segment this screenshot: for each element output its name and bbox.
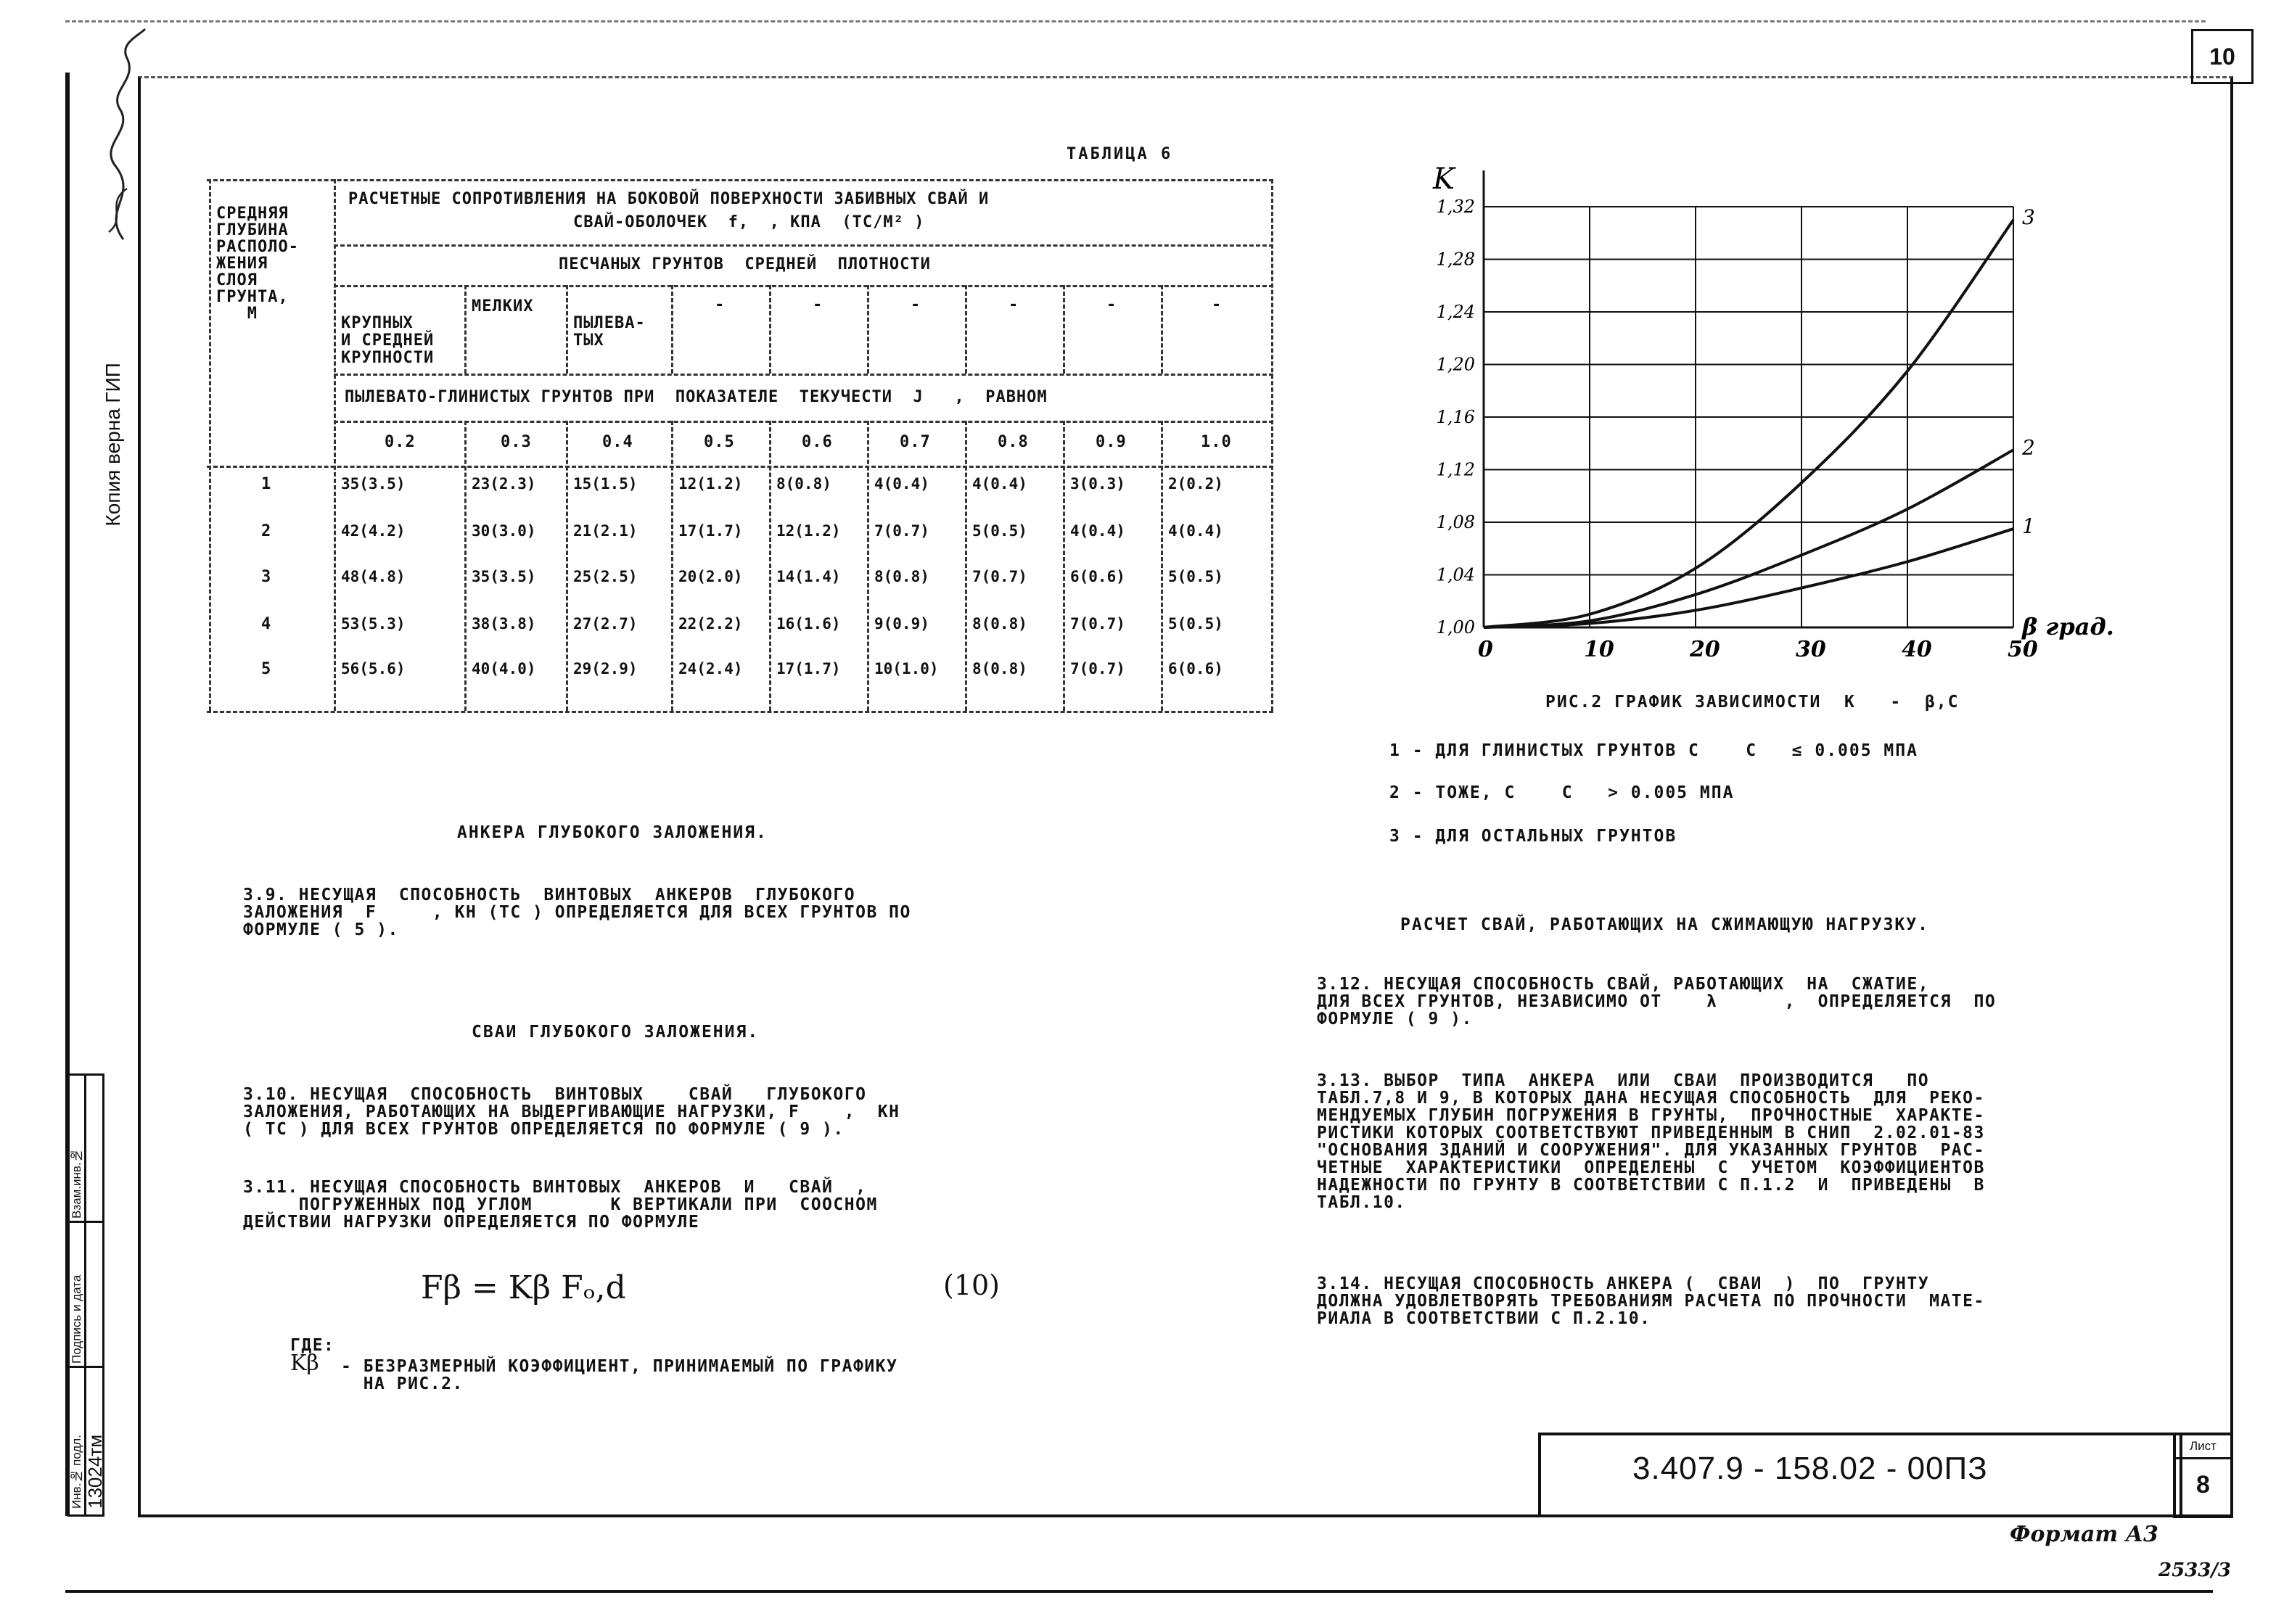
sand-type-line: КРУПНЫХ xyxy=(341,314,414,332)
heading-anchors: АНКЕРА ГЛУБОКОГО ЗАЛОЖЕНИЯ. xyxy=(457,823,768,842)
table-cell: 35(3.5) xyxy=(341,475,406,492)
y-tick-label: 1,20 xyxy=(1436,354,1475,375)
il-value: 0.4 xyxy=(602,433,633,451)
sheet-number: 10 xyxy=(2191,29,2254,84)
sheet-page-number: 8 xyxy=(2196,1471,2210,1499)
il-value: 1.0 xyxy=(1201,433,1232,451)
series-curve-1 xyxy=(1484,529,2013,627)
table-sand-header: ПЕСЧАНЫХ ГРУНТОВ СРЕДНЕЙ ПЛОТНОСТИ xyxy=(559,255,931,273)
sand-type-line: ПЫЛЕВА- xyxy=(573,314,646,332)
table-cell: 4(0.4) xyxy=(874,475,929,492)
table-cell: 4(0.4) xyxy=(972,475,1027,492)
table-cell: 17(1.7) xyxy=(776,660,841,677)
formula-number: (10) xyxy=(943,1269,1001,1301)
table-cell: 38(3.8) xyxy=(472,615,536,632)
table-col-line xyxy=(464,285,467,374)
table-cell: 20(2.0) xyxy=(678,568,743,585)
side-stamp-archive: 13024тм xyxy=(84,1434,106,1509)
table-header-depth xyxy=(216,189,299,322)
table-cell: 6(0.6) xyxy=(1070,568,1125,585)
side-stamp-inv: Инв.№ подл. xyxy=(70,1435,83,1509)
table-cell: 8(0.8) xyxy=(972,615,1027,632)
table-cell: 35(3.5) xyxy=(472,568,536,585)
table-cell: 4(0.4) xyxy=(1070,522,1125,540)
table-rule xyxy=(207,466,1273,468)
table-col-line xyxy=(671,285,673,374)
table-cell: 7(0.7) xyxy=(972,568,1027,585)
table-col-line xyxy=(209,179,211,711)
table-cell: 7(0.7) xyxy=(1070,615,1125,632)
where-label: ГДЕ: xyxy=(290,1336,335,1355)
table-cell: 7(0.7) xyxy=(874,522,929,540)
table-col-line xyxy=(1161,421,1163,711)
formula-10: Fβ = Kβ Fₒ,d xyxy=(421,1269,626,1306)
sand-type-line: И СРЕДНЕЙ xyxy=(341,331,435,350)
table-cell: 53(5.3) xyxy=(341,615,406,632)
dash-cell: - xyxy=(1008,296,1019,314)
table-col-line xyxy=(965,285,967,374)
legend-item-3: 3 - ДЛЯ ОСТАЛЬНЫХ ГРУНТОВ xyxy=(1389,827,1677,846)
table-cell: 4(0.4) xyxy=(1168,522,1223,540)
table-col-line xyxy=(334,179,336,711)
table-rule xyxy=(207,179,1273,181)
side-stamp-mutual: Взам.инв.№ xyxy=(70,1148,83,1219)
table-col-line xyxy=(867,421,869,711)
paragraph-3-13: 3.13. ВЫБОР ТИПА АНКЕРА ИЛИ СВАИ ПРОИЗВОДИТСЯ ПО ТАБЛ.7,8 И 9, В КОТОРЫХ ДАНА НЕСУЩАЯ СПОСОБНОСТЬ ДЛЯ РЕКО- МЕНДУЕМЫХ ГЛУБИН ПОГРУЖЕНИЯ В ГРУНТЫ, ПРОЧНОСТНЫЕ ХАРАКТЕ- РИСТИКИ КОТОРЫХ СООТВЕТСТВУЮТ ПРИВЕДЕННЫМ В СНИП 2.02.01-83 "ОСНОВАНИЯ ЗДАНИЙ И СООРУЖЕНИЯ". ДЛЯ УКАЗАННЫХ ГРУНТОВ РАС- ЧЕТНЫЕ ХАРАКТЕРИСТИКИ ОПРЕДЕЛЕНЫ С УЧЕТОМ КОЭФФИЦИЕНТОВ НАДЕЖНОСТИ ПО ГРУНТУ В СООТВЕТСТВИИ С П.1.2 И ПРИВЕДЕНЫ В ТАБЛ.10. xyxy=(1317,1071,1985,1212)
x-axis-label: β град. xyxy=(2022,613,2114,640)
table-col-line xyxy=(566,421,568,711)
y-tick-label: 1,16 xyxy=(1436,407,1475,427)
legend-item-2: 2 - ТОЖЕ, С С > 0.005 МПА xyxy=(1389,783,1735,802)
kbeta-chart xyxy=(1379,145,2177,682)
table-rule xyxy=(334,285,1273,287)
table-cell: 42(4.2) xyxy=(341,522,406,540)
table-cell: 24(2.4) xyxy=(678,660,743,677)
table-col-line xyxy=(965,421,967,711)
table-rule xyxy=(334,374,1273,376)
depth-hdr-line: ГЛУБИНА xyxy=(216,221,289,239)
dash-cell: - xyxy=(1212,296,1223,314)
series-label: 3 xyxy=(2022,205,2035,230)
table-cell: 30(3.0) xyxy=(472,522,536,540)
table-cell: 29(2.9) xyxy=(573,660,638,677)
y-tick-label: 1,12 xyxy=(1436,459,1475,480)
format-label: Формат А3 xyxy=(2010,1522,2158,1547)
table-cell: 5(0.5) xyxy=(1168,568,1223,585)
y-tick-label: 1,00 xyxy=(1436,617,1475,638)
table-cell: 15(1.5) xyxy=(573,475,638,492)
table-col-line xyxy=(1161,285,1163,374)
depth-hdr-line: ГРУНТА, xyxy=(216,288,289,306)
dash-cell: - xyxy=(813,296,823,314)
table-clay-header: ПЫЛЕВАТО-ГЛИНИСТЫХ ГРУНТОВ ПРИ ПОКАЗАТЕЛЕ ТЕКУЧЕСТИ J , РАВНОМ xyxy=(345,388,1048,406)
y-tick-label: 1,24 xyxy=(1436,302,1475,322)
row-depth: 3 xyxy=(261,568,272,586)
x-tick-label: 20 xyxy=(1690,637,1720,662)
row-depth: 2 xyxy=(261,522,272,540)
table-rule xyxy=(207,711,1273,713)
copy-verified-label xyxy=(102,319,125,527)
paragraph-3-9: 3.9. НЕСУЩАЯ СПОСОБНОСТЬ ВИНТОВЫХ АНКЕРОВ ГЛУБОКОГО ЗАЛОЖЕНИЯ F , КН (ТС ) ОПРЕДЕЛЯЕТСЯ ДЛЯ ВСЕХ ГРУНТОВ ПО ФОРМУЛЕ ( 5 ). xyxy=(243,886,911,939)
sheet-box xyxy=(2173,1433,2233,1518)
table-col-line xyxy=(1271,179,1273,711)
table-cell: 25(2.5) xyxy=(573,568,638,585)
table-cell: 9(0.9) xyxy=(874,615,929,632)
table-col-line xyxy=(867,285,869,374)
table-cell: 22(2.2) xyxy=(678,615,743,632)
il-value: 0.8 xyxy=(998,433,1029,451)
x-tick-label: 10 xyxy=(1584,637,1614,662)
table-cell: 40(4.0) xyxy=(472,660,536,677)
sand-type-fine: МЕЛКИХ xyxy=(472,297,534,316)
sand-type-silty xyxy=(573,297,646,350)
table-cell: 6(0.6) xyxy=(1168,660,1223,677)
table-caption: ТАБЛИЦА 6 xyxy=(1067,145,1173,163)
table-cell: 5(0.5) xyxy=(1168,615,1223,632)
legend-item-1: 1 - ДЛЯ ГЛИНИСТЫХ ГРУНТОВ С С ≤ 0.005 МПА xyxy=(1389,741,1918,760)
outer-bottom-border xyxy=(65,1590,2213,1593)
depth-hdr-line: М xyxy=(247,305,258,323)
x-tick-label: 40 xyxy=(1902,637,1932,662)
depth-hdr-line: СЛОЯ xyxy=(216,271,258,289)
copy-text: Копия верна xyxy=(102,408,124,527)
y-tick-label: 1,32 xyxy=(1436,197,1475,217)
series-label: 1 xyxy=(2022,514,2035,539)
y-tick-label: 1,28 xyxy=(1436,249,1475,270)
row-depth: 4 xyxy=(261,615,272,633)
row-depth: 1 xyxy=(261,475,272,493)
table-cell: 8(0.8) xyxy=(874,568,929,585)
table-cell: 12(1.2) xyxy=(678,475,743,492)
x-tick-label: 0 xyxy=(1478,637,1493,662)
table-cell: 12(1.2) xyxy=(776,522,841,540)
table-cell: 2(0.2) xyxy=(1168,475,1223,492)
x-tick-label: 50 xyxy=(2008,637,2038,662)
x-tick-label: 30 xyxy=(1796,637,1826,662)
heading-piles: СВАИ ГЛУБОКОГО ЗАЛОЖЕНИЯ. xyxy=(472,1023,760,1042)
table-cell: 14(1.4) xyxy=(776,568,841,585)
role-text: ГИП xyxy=(102,363,124,403)
sand-type-coarse xyxy=(341,297,434,367)
dash-cell: - xyxy=(1106,296,1117,314)
table-header-main-1: РАСЧЕТНЫЕ СОПРОТИВЛЕНИЯ НА БОКОВОЙ ПОВЕРХНОСТИ ЗАБИВНЫХ СВАЙ И xyxy=(348,190,990,208)
chart-title: РИС.2 ГРАФИК ЗАВИСИМОСТИ K - β,C xyxy=(1545,693,1960,712)
table-col-line xyxy=(769,285,771,374)
il-value: 0.2 xyxy=(385,433,416,451)
table-cell: 27(2.7) xyxy=(573,615,638,632)
il-value: 0.5 xyxy=(704,433,735,451)
table-rule xyxy=(334,421,1273,423)
y-axis-label: K xyxy=(1433,162,1455,196)
signature-mark xyxy=(94,22,152,261)
where-text: - БЕЗРАЗМЕРНЫЙ КОЭФФИЦИЕНТ, ПРИНИМАЕМЫЙ ПО ГРАФИКУ НА РИС.2. xyxy=(341,1357,898,1393)
y-tick-label: 1,08 xyxy=(1436,512,1475,532)
sheet-label: Лист xyxy=(2176,1435,2230,1459)
table-col-line xyxy=(1063,285,1065,374)
table-cell: 17(1.7) xyxy=(678,522,743,540)
k-beta-symbol: Kβ xyxy=(290,1351,319,1376)
table-cell: 16(1.6) xyxy=(776,615,841,632)
table-cell: 8(0.8) xyxy=(972,660,1027,677)
table-cell: 10(1.0) xyxy=(874,660,939,677)
document-code: 3.407.9 - 158.02 - 00ПЗ xyxy=(1632,1451,1988,1486)
depth-hdr-line: ЖЕНИЯ xyxy=(216,255,268,273)
table-cell: 5(0.5) xyxy=(972,522,1027,540)
table-header-main-2: СВАЙ-ОБОЛОЧЕК f, , КПА (ТС/М² ) xyxy=(573,213,925,231)
table-cell: 23(2.3) xyxy=(472,475,536,492)
il-value: 0.3 xyxy=(501,433,532,451)
dash-cell: - xyxy=(715,296,726,314)
side-stamp-sign: Подпись и дата xyxy=(70,1274,83,1364)
table-col-line xyxy=(769,421,771,711)
table-cell: 8(0.8) xyxy=(776,475,831,492)
archive-number: 2533/3 xyxy=(2158,1559,2231,1581)
sand-type-line: ТЫХ xyxy=(573,331,604,350)
paragraph-3-11: 3.11. НЕСУЩАЯ СПОСОБНОСТЬ ВИНТОВЫХ АНКЕРОВ И СВАЙ , ПОГРУЖЕННЫХ ПОД УГЛОМ К ВЕРТИКАЛИ ПРИ СООСНОМ ДЕЙСТВИИ НАГРУЗКИ ОПРЕДЕЛЯЕТСЯ ПО ФОРМУЛЕ xyxy=(243,1178,878,1232)
paragraph-3-10: 3.10. НЕСУЩАЯ СПОСОБНОСТЬ ВИНТОВЫХ СВАЙ ГЛУБОКОГО ЗАЛОЖЕНИЯ, РАБОТАЮЩИХ НА ВЫДЕРГИВАЮЩИЕ НАГРУЗКИ, F , КН ( ТС ) ДЛЯ ВСЕХ ГРУНТОВ ОПРЕДЕЛЯЕТСЯ ПО ФОРМУЛЕ ( 9 ). xyxy=(243,1085,900,1139)
dash-cell: - xyxy=(911,296,921,314)
series-curve-3 xyxy=(1484,220,2013,627)
heading-compression: РАСЧЕТ СВАЙ, РАБОТАЮЩИХ НА СЖИМАЮЩУЮ НАГРУЗКУ. xyxy=(1400,915,1929,934)
series-label: 2 xyxy=(2022,435,2035,460)
depth-hdr-line: СРЕДНЯЯ xyxy=(216,205,289,223)
row-depth: 5 xyxy=(261,660,272,678)
table-col-line xyxy=(566,285,568,374)
depth-hdr-line: РАСПОЛО- xyxy=(216,238,299,256)
table-cell: 56(5.6) xyxy=(341,660,406,677)
table-col-line xyxy=(464,421,467,711)
il-value: 0.7 xyxy=(900,433,931,451)
table-cell: 7(0.7) xyxy=(1070,660,1125,677)
table-cell: 21(2.1) xyxy=(573,522,638,540)
table-col-line xyxy=(671,421,673,711)
table-cell: 3(0.3) xyxy=(1070,475,1125,492)
table-rule xyxy=(334,244,1273,247)
table-cell: 48(4.8) xyxy=(341,568,406,585)
paragraph-3-12: 3.12. НЕСУЩАЯ СПОСОБНОСТЬ СВАЙ, РАБОТАЮЩИХ НА СЖАТИЕ, ДЛЯ ВСЕХ ГРУНТОВ, НЕЗАВИСИМО ОТ λ , ОПРЕДЕЛЯЕТСЯ ПО ФОРМУЛЕ ( 9 ). xyxy=(1317,975,1997,1029)
il-value: 0.6 xyxy=(802,433,833,451)
il-value: 0.9 xyxy=(1096,433,1127,451)
sand-type-line: КРУПНОСТИ xyxy=(341,349,435,367)
top-dash-line xyxy=(65,20,2206,22)
y-tick-label: 1,04 xyxy=(1436,564,1475,585)
table-col-line xyxy=(1063,421,1065,711)
paragraph-3-14: 3.14. НЕСУЩАЯ СПОСОБНОСТЬ АНКЕРА ( СВАИ ) ПО ГРУНТУ ДОЛЖНА УДОВЛЕТВОРЯТЬ ТРЕБОВАНИЯМ РАСЧЕТА ПО ПРОЧНОСТИ МАТЕ- РИАЛА В СООТВЕТСТВИИ С П.2.10. xyxy=(1317,1274,1985,1328)
